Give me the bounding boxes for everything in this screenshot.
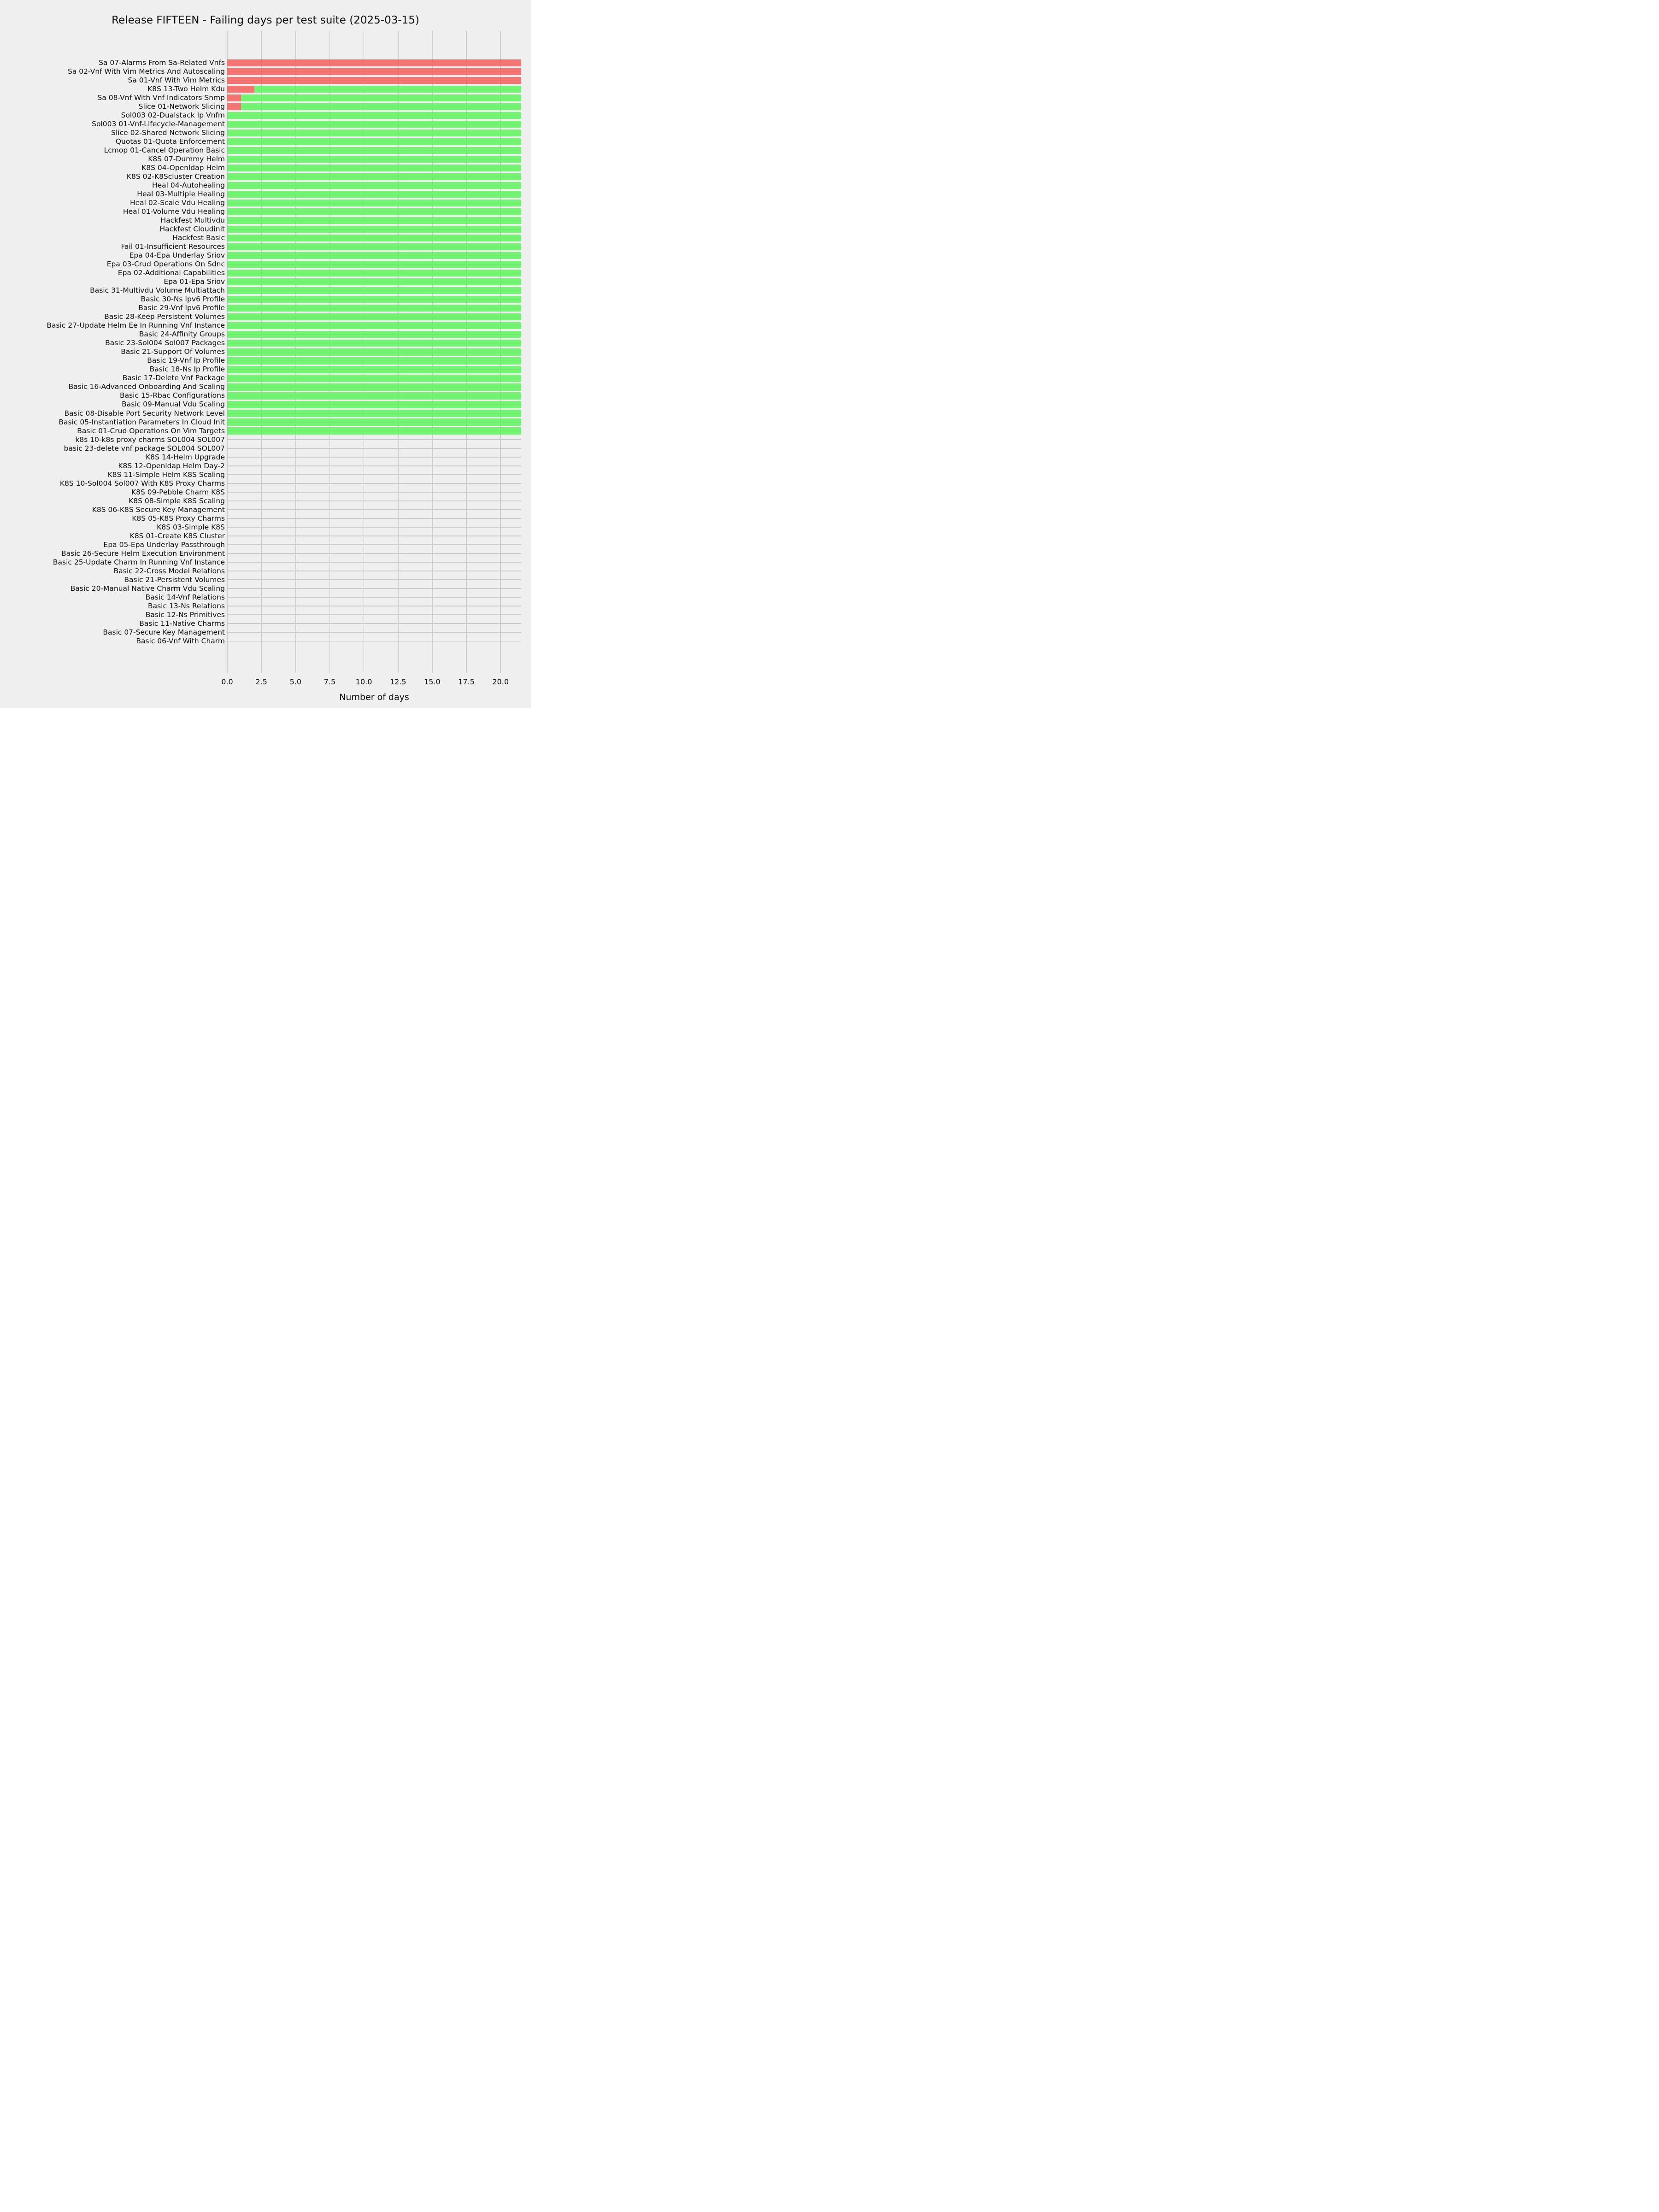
figure	[0, 0, 531, 708]
category-label: Basic 05-Instantiation Parameters In Cloud Init	[59, 418, 225, 426]
category-label: Basic 15-Rbac Configurations	[119, 391, 225, 400]
category-label: Basic 30-Ns Ipv6 Profile	[141, 295, 225, 304]
x-tick-label: 12.5	[389, 677, 406, 686]
x-tick-label: 5.0	[289, 677, 302, 686]
category-label: Epa 05-Epa Underlay Passthrough	[103, 540, 225, 549]
x-tick-label: 10.0	[355, 677, 372, 686]
category-label: Basic 21-Persistent Volumes	[124, 575, 225, 584]
x-tick-label: 15.0	[424, 677, 441, 686]
category-label: Heal 03-Multiple Healing	[137, 190, 225, 199]
category-label: Slice 02-Shared Network Slicing	[111, 129, 225, 137]
category-label: K8S 05-K8S Proxy Charms	[132, 514, 225, 523]
category-label: Basic 26-Secure Helm Execution Environment	[61, 549, 225, 558]
category-label: Sa 02-Vnf With Vim Metrics And Autoscaling	[68, 67, 225, 76]
category-label: Quotas 01-Quota Enforcement	[115, 137, 225, 146]
category-label: K8S 06-K8S Secure Key Management	[92, 505, 225, 514]
category-label: K8S 14-Helm Upgrade	[146, 453, 225, 461]
category-label: Basic 08-Disable Port Security Network Level	[64, 409, 225, 418]
category-label: Basic 31-Multivdu Volume Multiattach	[90, 286, 225, 295]
category-label: K8S 07-Dummy Helm	[148, 155, 225, 164]
category-label: Basic 14-Vnf Relations	[145, 593, 225, 601]
category-label: Basic 27-Update Helm Ee In Running Vnf Instance	[47, 321, 225, 330]
x-axis-tick-labels	[0, 0, 531, 708]
category-label: Slice 01-Network Slicing	[138, 102, 225, 111]
category-label: Sol003 01-Vnf-Lifecycle-Management	[92, 120, 225, 129]
category-label: K8S 08-Simple K8S Scaling	[129, 496, 225, 505]
category-label: Basic 07-Secure Key Management	[103, 628, 225, 636]
category-label: Sa 08-Vnf With Vnf Indicators Snmp	[97, 94, 225, 102]
category-label: Epa 03-Crud Operations On Sdnc	[106, 260, 225, 269]
category-label: Basic 21-Support Of Volumes	[121, 347, 225, 356]
category-label: Epa 02-Additional Capabilities	[118, 269, 225, 277]
category-label: K8S 01-Create K8S Cluster	[129, 531, 225, 540]
category-label: Heal 04-Autohealing	[152, 181, 225, 190]
category-label: Basic 06-Vnf With Charm	[136, 636, 225, 645]
category-label: Epa 01-Epa Sriov	[164, 277, 225, 286]
category-label: Lcmop 01-Cancel Operation Basic	[104, 146, 225, 155]
category-label: Basic 25-Update Charm In Running Vnf Instance	[53, 558, 225, 566]
category-label: Basic 16-Advanced Onboarding And Scaling	[68, 382, 225, 391]
category-label: Basic 22-Cross Model Relations	[113, 566, 225, 575]
category-label: Basic 17-Delete Vnf Package	[122, 374, 225, 382]
category-label: Heal 01-Volume Vdu Healing	[123, 207, 225, 216]
category-label: Basic 12-Ns Primitives	[145, 610, 225, 619]
category-label: K8S 13-Two Helm Kdu	[147, 85, 225, 94]
category-label: basic 23-delete vnf package SOL004 SOL007	[64, 444, 225, 453]
category-label: Basic 29-Vnf Ipv6 Profile	[138, 304, 225, 312]
category-label: Heal 02-Scale Vdu Healing	[129, 199, 225, 207]
category-label: Epa 04-Epa Underlay Sriov	[129, 251, 225, 260]
category-label: Basic 24-Affinity Groups	[139, 330, 225, 339]
category-label: Sa 07-Alarms From Sa-Related Vnfs	[99, 59, 225, 67]
category-label: Basic 01-Crud Operations On Vim Targets	[77, 426, 225, 435]
category-label: Sol003 02-Dualstack Ip Vnfm	[121, 111, 225, 120]
category-label: Basic 13-Ns Relations	[147, 601, 225, 610]
category-label: k8s 10-k8s proxy charms SOL004 SOL007	[75, 435, 225, 444]
category-label: Basic 18-Ns Ip Profile	[149, 365, 225, 374]
x-tick-label: 7.5	[324, 677, 336, 686]
category-label: K8S 11-Simple Helm K8S Scaling	[107, 470, 225, 479]
chart-title: Release FIFTEEN - Failing days per test suite (2025-03-15)	[112, 14, 419, 26]
category-label: K8S 02-K8Scluster Creation	[126, 172, 225, 181]
category-label: Basic 20-Manual Native Charm Vdu Scaling	[70, 584, 225, 593]
category-label: K8S 12-Openldap Helm Day-2	[118, 461, 225, 470]
category-label: Hackfest Cloudinit	[159, 225, 225, 234]
category-label: Basic 23-Sol004 Sol007 Packages	[105, 339, 225, 347]
x-tick-label: 2.5	[255, 677, 267, 686]
category-label: K8S 03-Simple K8S	[157, 523, 225, 531]
category-label: K8S 10-Sol004 Sol007 With K8S Proxy Charms	[59, 479, 225, 488]
category-label: Hackfest Multivdu	[160, 216, 225, 225]
category-label: Basic 09-Manual Vdu Scaling	[122, 400, 225, 409]
x-axis-label: Number of days	[339, 692, 409, 702]
category-label: Basic 19-Vnf Ip Profile	[147, 356, 225, 365]
category-label: K8S 09-Pebble Charm K8S	[131, 488, 225, 496]
category-label: K8S 04-Openldap Helm	[141, 164, 225, 172]
category-label: Fail 01-Insufficient Resources	[121, 242, 225, 251]
x-tick-label: 0.0	[221, 677, 233, 686]
category-label: Basic 28-Keep Persistent Volumes	[104, 312, 225, 321]
category-label: Sa 01-Vnf With Vim Metrics	[128, 76, 225, 85]
x-tick-label: 17.5	[458, 677, 475, 686]
x-tick-label: 20.0	[492, 677, 509, 686]
category-label: Basic 11-Native Charms	[139, 619, 225, 628]
category-label: Hackfest Basic	[172, 234, 225, 242]
